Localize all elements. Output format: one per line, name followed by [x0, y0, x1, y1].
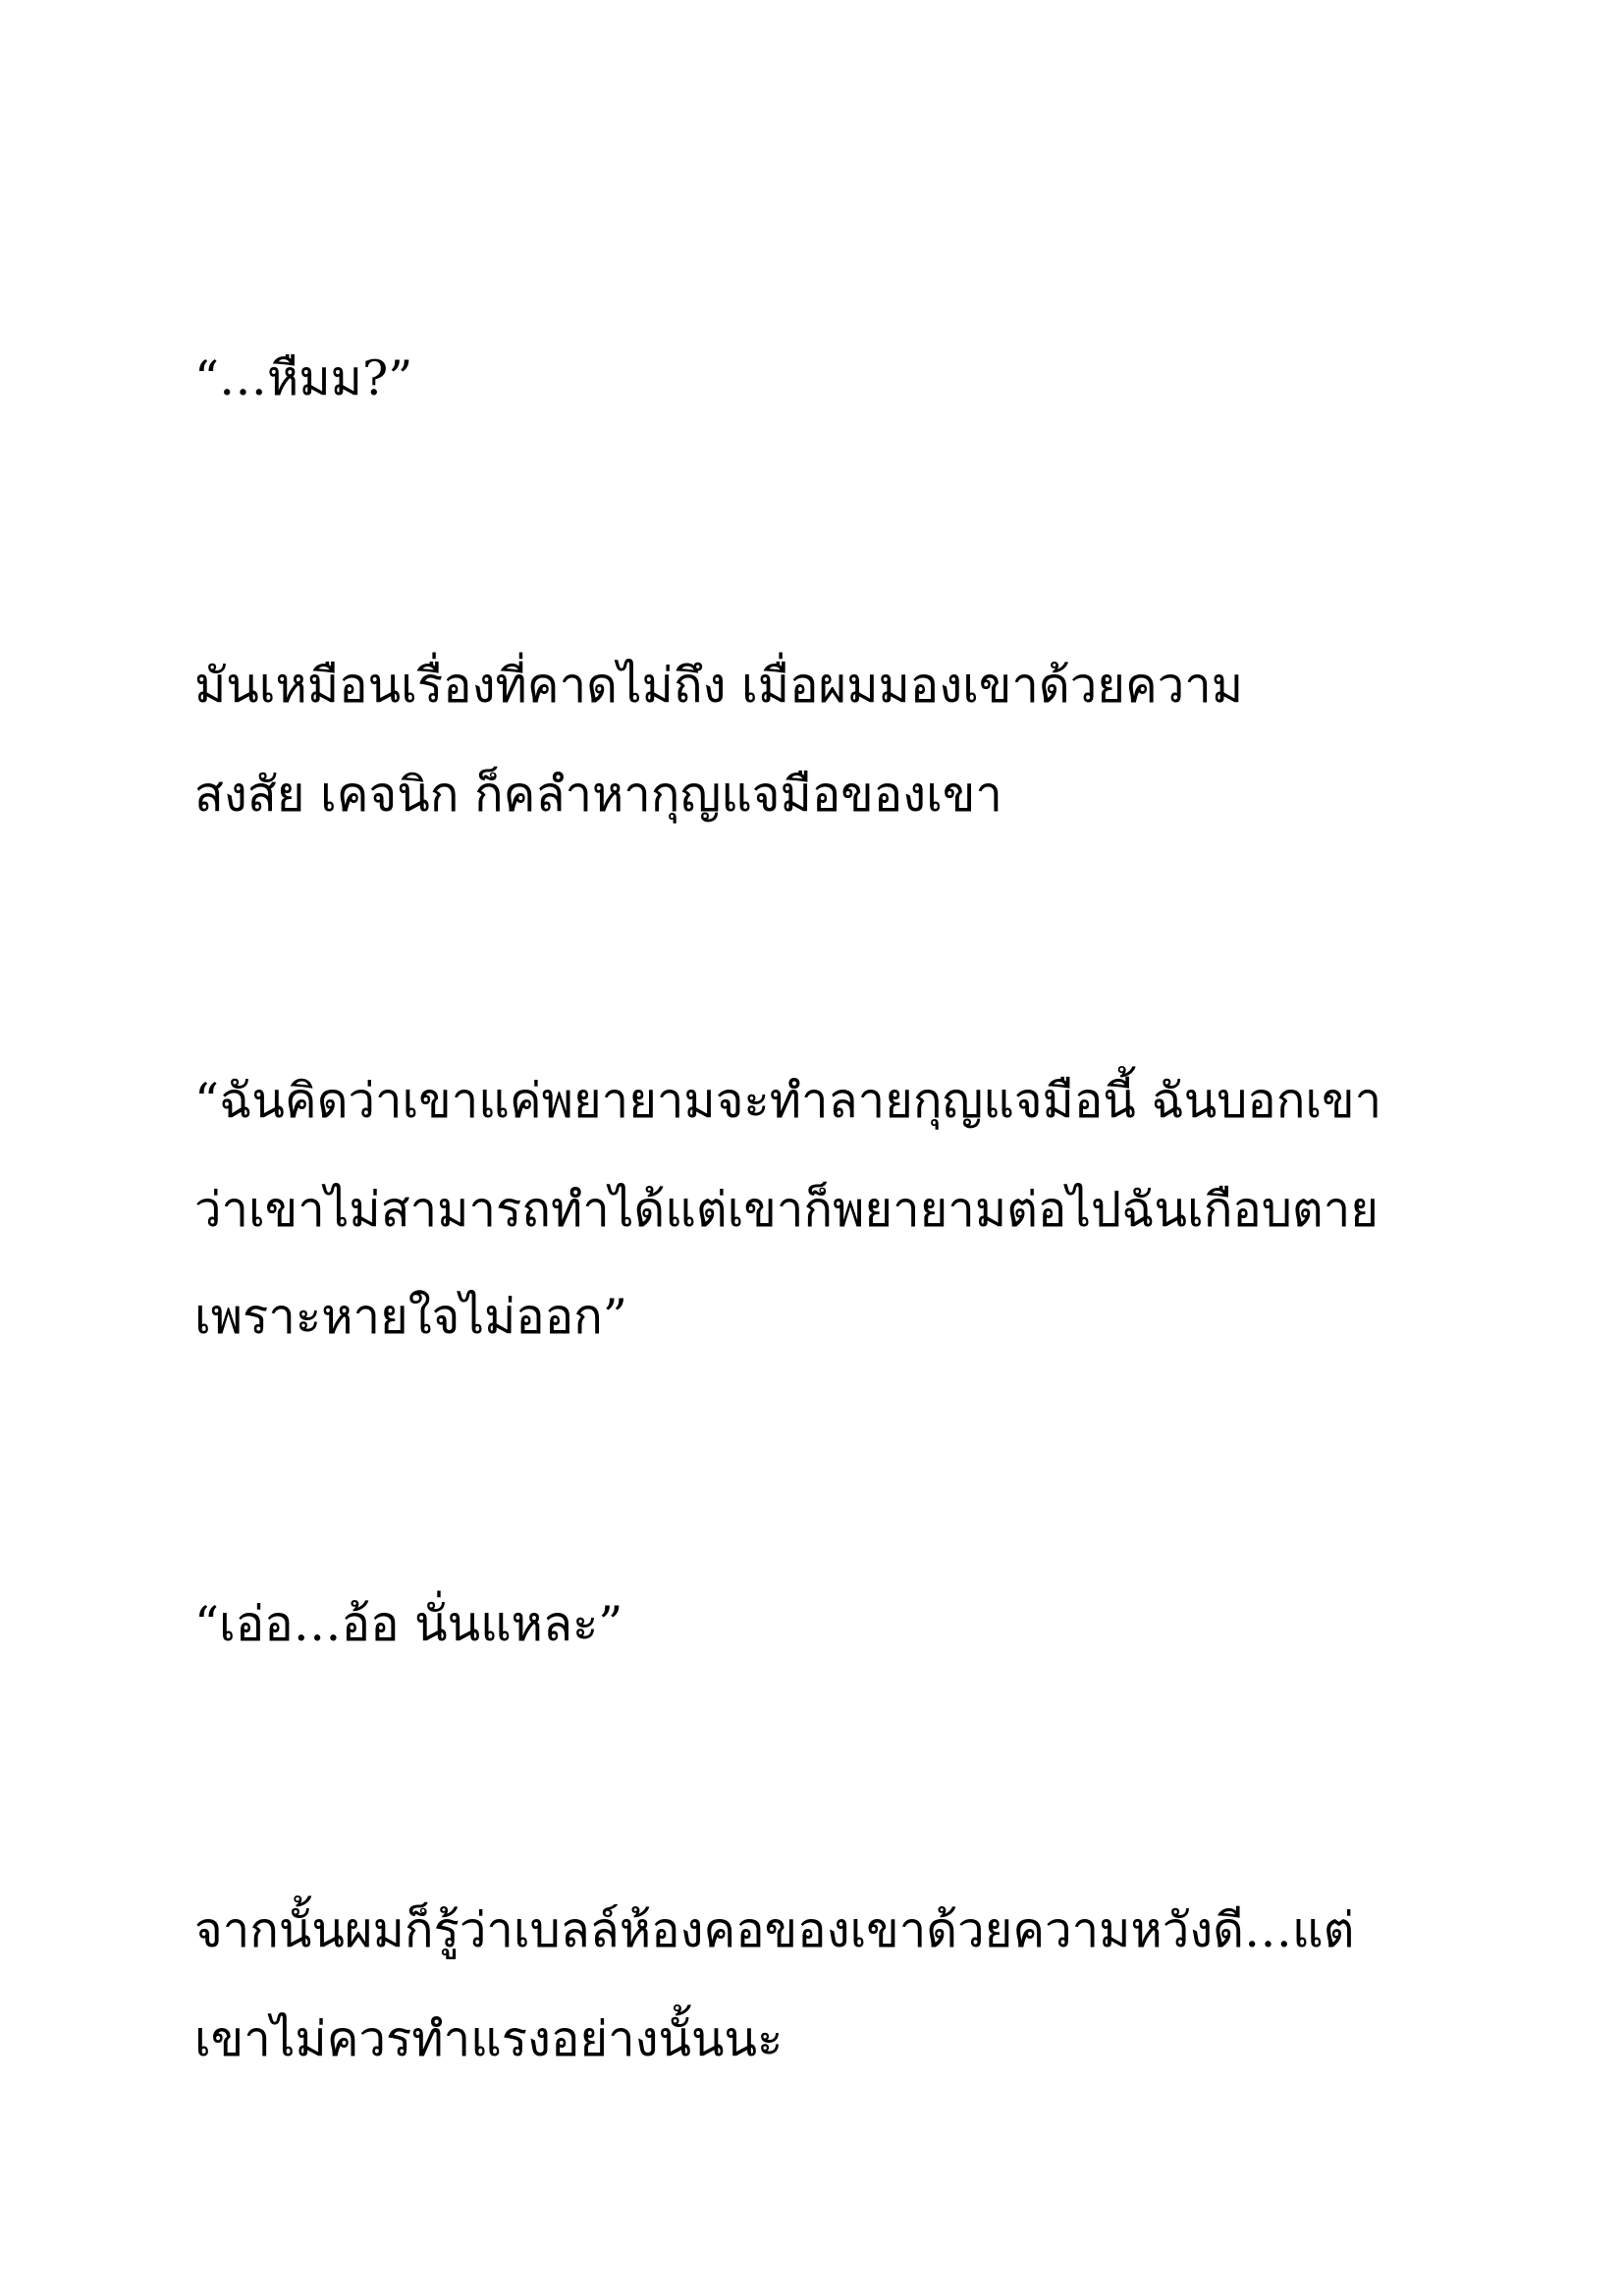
paragraph-line: สงสัย เคจนิก ก็คลำหากุญแจมือของเขา: [194, 767, 1002, 823]
paragraph-line: เขาไม่ควรทำแรงอย่างนั้นนะ: [194, 2011, 784, 2067]
paragraph-line: เพราะหายใจไม่ออก”: [194, 1289, 627, 1345]
paragraph-line: “…หืมม?”: [194, 350, 413, 406]
paragraph-line: มันเหมือนเรื่องที่คาดไม่ถึง เมื่อผมมองเขาด้วยความ: [194, 658, 1244, 714]
paragraph-line: ว่าเขาไม่สามารถทำได้แต่เขาก็พยายามต่อไปฉันเกือบตาย: [194, 1182, 1379, 1238]
paragraph-line: จากนั้นผมก็รู้ว่าเบลล์ห้องคอของเขาด้วยความหวังดี…แต่: [194, 1902, 1355, 1958]
paragraph-line: “ฉันคิดว่าเขาแค่พยายามจะทำลายกุญแจมือนี้ ฉันบอกเขา: [194, 1073, 1382, 1129]
paragraph-line: “เอ่อ…อ้อ นั่นแหละ”: [194, 1596, 623, 1652]
